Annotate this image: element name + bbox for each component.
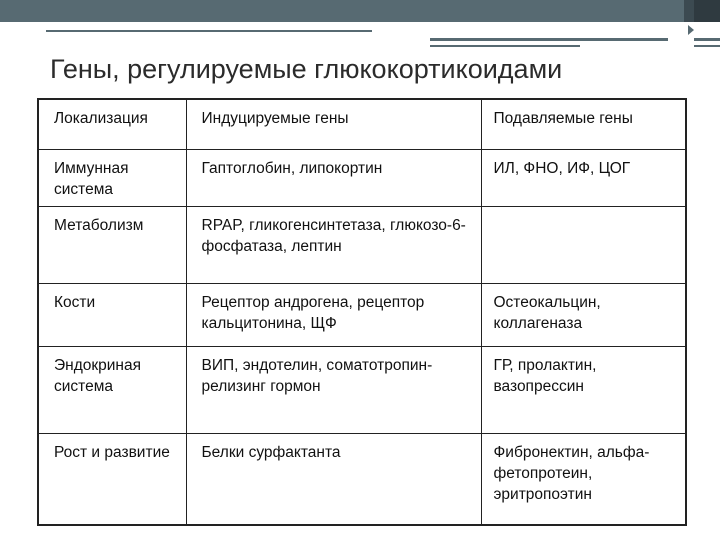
- header-cell-induced: Индуцируемые гены: [186, 99, 481, 150]
- page-title: Гены, регулируемые глюкокортикоидами: [50, 54, 563, 84]
- cell-induced: ВИП, эндотелин, соматотропин-релизинг гормон: [186, 347, 481, 434]
- header-cell-location: Локализация: [38, 99, 186, 150]
- table-header-row: [38, 99, 686, 150]
- decor-line: [46, 30, 372, 32]
- header-band-shade: [684, 0, 694, 22]
- table-row: [38, 434, 686, 526]
- decor-line: [430, 45, 580, 47]
- cell-location: Эндокриная система: [38, 347, 186, 434]
- genes-table: [37, 98, 687, 526]
- cell-location: Метаболизм: [38, 207, 186, 284]
- cell-induced: RPAP, гликогенсинтетаза, глюкозо-6-фосфатаза, лептин: [186, 207, 481, 284]
- cell-location: Рост и развитие: [38, 434, 186, 526]
- cell-suppressed: Остеокальцин, коллагеназа: [481, 284, 686, 347]
- slide-marker-icon: [688, 25, 694, 35]
- table-row: [38, 284, 686, 347]
- table-row: [38, 150, 686, 207]
- cell-suppressed: ГР, пролактин, вазопрессин: [481, 347, 686, 434]
- table-row: [38, 207, 686, 284]
- header-band-corner: [694, 0, 720, 22]
- cell-suppressed: ИЛ, ФНО, ИФ, ЦОГ: [481, 150, 686, 207]
- header-cell-suppressed: Подавляемые гены: [481, 99, 686, 150]
- table-row: [38, 347, 686, 434]
- cell-location: Иммунная система: [38, 150, 186, 207]
- cell-induced: Рецептор андрогена, рецептор кальцитонина, ЩФ: [186, 284, 481, 347]
- decor-line: [694, 38, 720, 41]
- decor-line: [430, 38, 668, 41]
- header-band: [0, 0, 720, 22]
- decor-line: [694, 45, 720, 47]
- cell-suppressed: Фибронектин, альфа-фетопротеин, эритропоэтин: [481, 434, 686, 526]
- cell-induced: Гаптоглобин, липокортин: [186, 150, 481, 207]
- cell-location: Кости: [38, 284, 186, 347]
- cell-induced: Белки сурфактанта: [186, 434, 481, 526]
- cell-suppressed: [481, 207, 686, 284]
